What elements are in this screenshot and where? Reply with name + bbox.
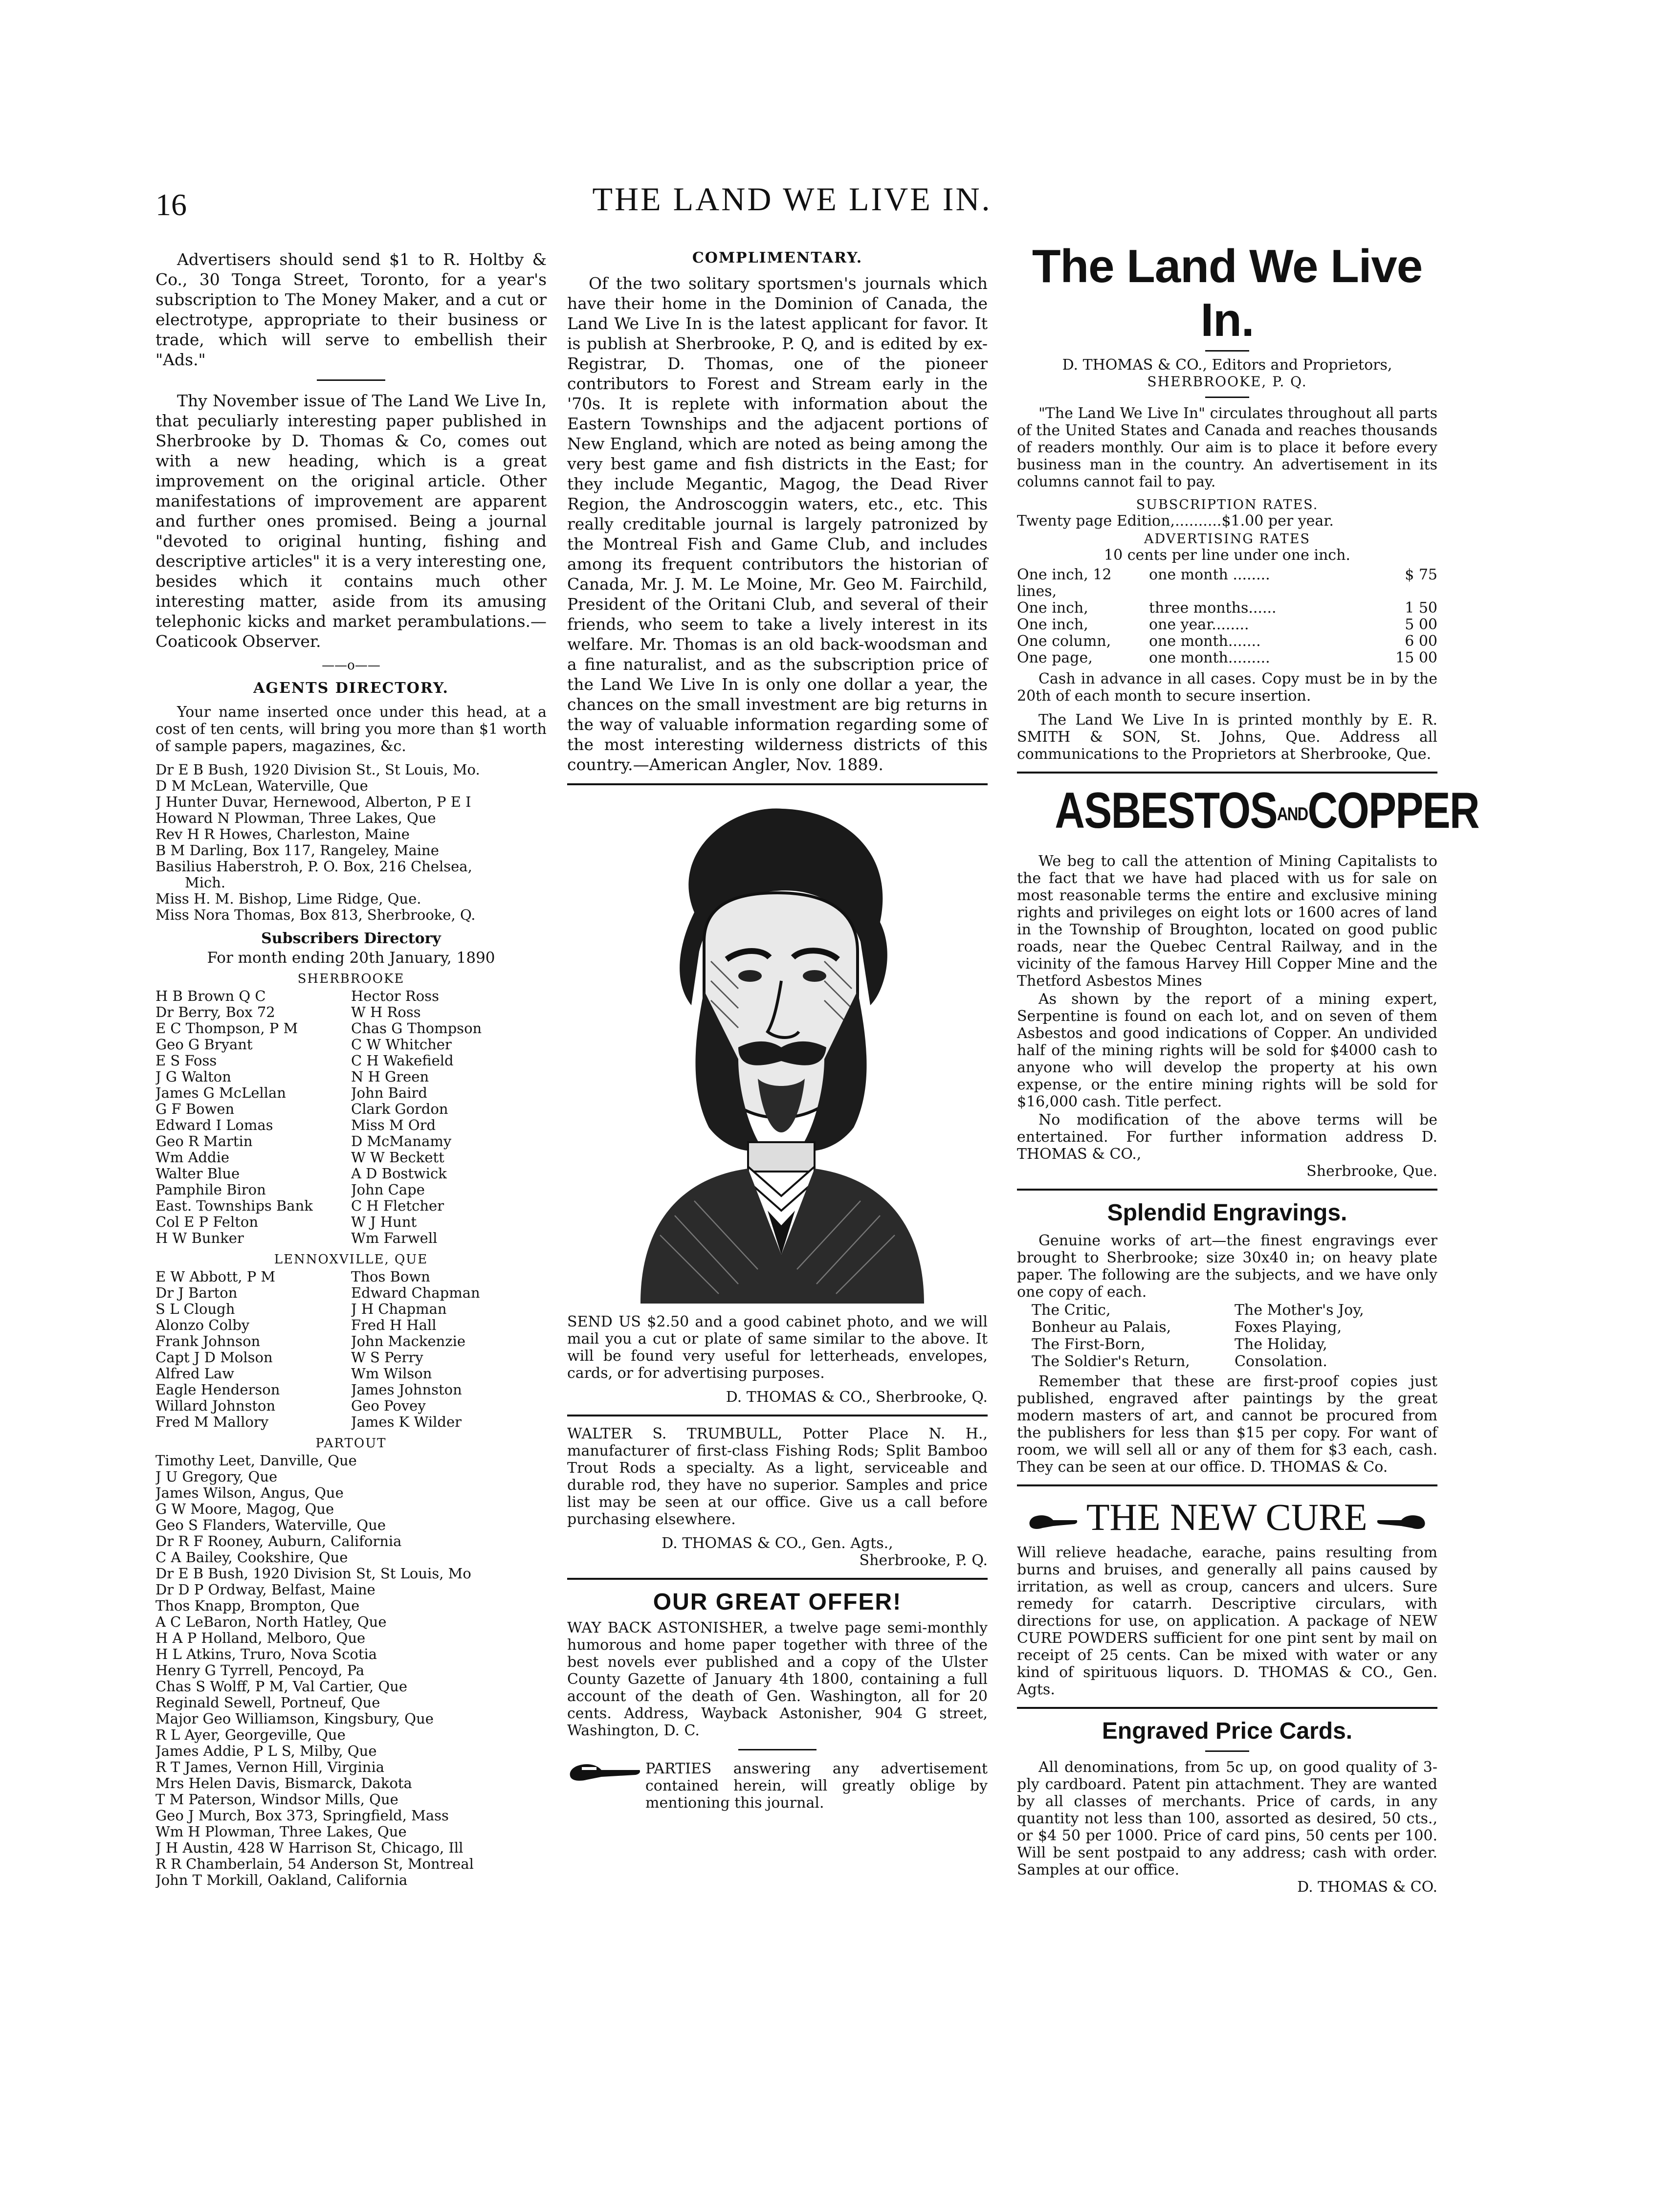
list-item: Dr J Barton <box>155 1285 238 1301</box>
list-item: Dr Berry, Box 72 <box>155 1004 275 1020</box>
list-item: J G Walton <box>155 1069 231 1085</box>
list-item: James Johnston <box>351 1382 462 1398</box>
partout-heading: PARTOUT <box>315 1436 387 1451</box>
sherbrooke-list <box>155 988 547 1246</box>
divider <box>1017 1484 1437 1486</box>
list-item: H B Brown Q C <box>155 988 266 1004</box>
lennoxville-list <box>155 1269 547 1430</box>
sherbrooke-heading: SHERBROOKE <box>297 972 405 986</box>
list-item: Geo J Murch, Box 373, Springfield, Mass <box>155 1808 449 1824</box>
list-item: Timothy Leet, Danville, Que <box>155 1453 357 1469</box>
list-item: Major Geo Williamson, Kingsbury, Que <box>155 1711 434 1727</box>
list-item: John Mackenzie <box>351 1333 466 1349</box>
list-item: The Holiday, <box>1235 1335 1327 1353</box>
rates-table <box>1017 567 1437 666</box>
list-item: Geo Povey <box>351 1398 426 1414</box>
price-cards-heading: Engraved Price Cards. <box>1102 1718 1353 1744</box>
list-item: Capt J D Molson <box>155 1349 273 1366</box>
subscribers-heading: Subscribers Directory <box>261 930 441 947</box>
coaticook-notice: Thy November issue of The Land We Live In, that peculiarly interesting paper published in Sherbrooke by D. Thomas & Co, comes out with a new heading, which is a great improvement on the original article. Other manifestations of improvement are apparent and further ones promised. Being a journal "devoted to original hunting, fishing and descriptive articles" it is a very interesting one, besides which it contains much other interesting matter, aside from its amusing telephonic kicks and market perambulations.—Coaticook Observer. <box>155 391 547 651</box>
complimentary-heading: COMPLIMENTARY. <box>692 249 863 266</box>
list-item: Chas G Thompson <box>351 1020 482 1037</box>
agents-heading: AGENTS DIRECTORY. <box>253 680 449 697</box>
lennoxville-left <box>155 1269 351 1430</box>
rate-size: One inch, <box>1017 599 1088 617</box>
parties-text: PARTIES answering any advertisement contained herein, will greatly oblige by mentioning this journal. <box>645 1760 988 1812</box>
rate-term: one month ........ <box>1149 566 1270 583</box>
price-cards-signature: D. THOMAS & CO. <box>1297 1878 1437 1896</box>
list-item: Consolation. <box>1235 1352 1327 1370</box>
asbestos-text-1: We beg to call the attention of Mining Capitalists to the fact that we have had placed with us for sale on most reasonable terms the entire and exclusive mining rights and privileges on eight lots or 1600 acres of land in the Township of Broughton, located on good public roads, near the Quebec Central Railway, and in the vicinity of the famous Harvey Hill Copper Mine and the Thetford Asbestos Mines <box>1017 852 1437 990</box>
list-item: John T Morkill, Oakland, California <box>155 1872 408 1888</box>
list-item: T M Paterson, Windsor Mills, Que <box>155 1792 398 1808</box>
list-item: Wm Wilson <box>351 1366 432 1382</box>
asbestos-copper-heading <box>1055 782 1479 843</box>
sherbrooke-right <box>351 988 547 1246</box>
engravings-right <box>1235 1302 1437 1370</box>
list-item: W W Beckett <box>351 1150 444 1166</box>
list-item: The Mother's Joy, <box>1235 1301 1364 1319</box>
list-item: Edward Chapman <box>351 1285 480 1301</box>
list-item: W H Ross <box>351 1004 421 1020</box>
copper-word: COPPER <box>1307 782 1479 839</box>
list-item: James Addie, P L S, Milby, Que <box>155 1743 377 1759</box>
rate-term: three months...... <box>1149 599 1277 617</box>
complimentary-text: Of the two solitary sportsmen's journals which have their home in the Dominion of Canada, the Land We Live In is the latest applicant for favor. It is publish at Sherbrooke, P. Q, and is edited by ex-Registrar, D. Thomas, one of the pioneer contributors to Forest and Stream early in the '70s. It is replete with information about the Eastern Townships and the adjacent portions of New England, which are noted as being among the very best game and fish districts in the East; for they include Megantic, Magog, the Dead River Region, the Androscoggin waters, etc., etc. This really creditable journal is largely patronized by the Montreal Fish and Game Club, and includes among its frequent contributors the historian of Canada, Mr. J. M. Le Moine, Mr. Geo M. Fairchild, President of the Oritani Club, and several of their friends, who seem to take a lively interest in its welfare. Mr. Thomas is an old back-woodsman and a fine naturalist, and as the subscription price of the Land We Live In is only one dollar a year, the chances on the small investment are big returns in the way of valuable information regarding some of the most interesting wilderness districts of this country.—American Angler, Nov. 1889. <box>567 274 988 774</box>
divider <box>567 1578 988 1580</box>
list-item: Eagle Henderson <box>155 1382 280 1398</box>
list-item: Chas S Wolff, P M, Val Cartier, Que <box>155 1679 408 1695</box>
list-item: H L Atkins, Truro, Nova Scotia <box>155 1646 377 1662</box>
list-item: Dr D P Ordway, Belfast, Maine <box>155 1582 375 1598</box>
list-item: Walter Blue <box>155 1166 240 1182</box>
table-row <box>1017 600 1437 617</box>
price-cards-text: All denominations, from 5c up, on good quality of 3-ply cardboard. Patent pin attachment. They are wanted by all classes of merchants. Price of cards, in any quantity not less than 100, assorted as desired, 50 cts., or $4 50 per 1000. Price of card pins, 50 cents per 100. Will be sent postpaid to any address; cash with order. Samples at our office. <box>1017 1758 1437 1879</box>
rate-size: One page, <box>1017 649 1093 666</box>
list-item: R L Ayer, Georgeville, Que <box>155 1727 346 1743</box>
list-item: Bonheur au Palais, <box>1032 1318 1171 1336</box>
list-item: James G McLellan <box>155 1085 286 1101</box>
list-item: Reginald Sewell, Portneuf, Que <box>155 1695 380 1711</box>
list-item: Edward I Lomas <box>155 1117 273 1133</box>
list-item: E C Thompson, P M <box>155 1020 298 1037</box>
page-number: 16 <box>155 187 187 222</box>
list-item: Fred M Mallory <box>155 1414 269 1430</box>
rate-term: one year........ <box>1149 616 1249 633</box>
divider <box>317 379 385 381</box>
asbestos-signature: Sherbrooke, Que. <box>1306 1162 1437 1180</box>
pointing-hand-icon <box>567 1760 640 1783</box>
editors-city: SHERBROOKE, P. Q. <box>1147 374 1307 390</box>
advertising-rates-sub: 10 cents per line under one inch. <box>1104 547 1350 564</box>
table-row <box>1017 633 1437 650</box>
list-item: Miss Nora Thomas, Box 813, Sherbrooke, Q. <box>155 907 476 923</box>
list-item: James Wilson, Angus, Que <box>155 1485 344 1501</box>
list-item: Miss M Ord <box>351 1117 436 1133</box>
subscribers-subheading: For month ending 20th January, 1890 <box>207 949 495 967</box>
cash-notice: Cash in advance in all cases. Copy must be in by the 20th of each month to secure insertion. <box>1017 670 1437 705</box>
list-item: D McManamy <box>351 1133 452 1150</box>
rate-term: one month....... <box>1149 633 1261 650</box>
list-item: Dr E B Bush, 1920 Division St, St Louis, Mo <box>155 1566 471 1582</box>
column-left <box>155 249 547 1888</box>
engravings-text-2: Remember that these are first-proof copies just published, engraved after paintings by the great modern masters of art, and cannot be procured from the publishers for less than $15 per copy. For want of room, we will sell all or any of them for $3 each, cash. They can be seen at our office. D. THOMAS & Co. <box>1017 1372 1437 1476</box>
masthead: The Land We Live In. <box>1032 240 1423 346</box>
list-item: Henry G Tyrrell, Pencoyd, Pa <box>155 1662 365 1679</box>
great-offer-heading: OUR GREAT OFFER! <box>653 1589 902 1615</box>
trumbull-signature-1: D. THOMAS & CO., Gen. Agts., <box>662 1535 893 1552</box>
list-item: D M McLean, Waterville, Que <box>155 778 368 794</box>
engravings-heading: Splendid Engravings. <box>1107 1199 1347 1226</box>
holtby-notice: Advertisers should send $1 to R. Holtby & Co., 30 Tonga Street, Toronto, for a year's subscription to The Money Maker, and a cut or electrotype, appropriate to their business or trade, which will serve to embellish their "Ads." <box>155 250 547 369</box>
pointing-hand-icon <box>1029 1511 1078 1531</box>
list-item: Geo R Martin <box>155 1133 253 1150</box>
list-item: N H Green <box>351 1069 429 1085</box>
engravings-subjects <box>1017 1302 1437 1370</box>
rate-size: One column, <box>1017 633 1111 650</box>
pointing-hand-icon <box>1377 1511 1426 1531</box>
list-item: Foxes Playing, <box>1235 1318 1342 1336</box>
rate-price: 6 00 <box>1405 633 1437 650</box>
list-item: J Hunter Duvar, Hernewood, Alberton, P E I <box>155 794 471 810</box>
list-item: R R Chamberlain, 54 Anderson St, Montreal <box>155 1856 474 1872</box>
new-cure-title: THE NEW CURE <box>1086 1495 1368 1538</box>
list-item: C H Wakefield <box>351 1053 454 1069</box>
list-item: J U Gregory, Que <box>155 1469 278 1485</box>
asbestos-word: ASBESTOS <box>1055 782 1277 839</box>
divider <box>1205 397 1249 398</box>
engravings-left <box>1032 1302 1235 1370</box>
list-item: Geo S Flanders, Waterville, Que <box>155 1517 386 1533</box>
subscription-rates-heading: SUBSCRIPTION RATES. <box>1136 497 1319 512</box>
new-cure-text: Will relieve headache, earache, pains resulting from burns and bruises, and generally all pains caused by irritation, as well as croup, cancers and ulcers. Sure remedy for catarrh. Descriptive circulars, with directions for use, on application. A package of NEW CURE POWDERS sufficient for one pint sent by mail on receipt of 25 cents. Can be mixed with water or any kind of spirituous liquors. D. THOMAS & CO., Gen. Agts. <box>1017 1544 1437 1698</box>
trumbull-ad: WALTER S. TRUMBULL, Potter Place N. H., manufacturer of first-class Fishing Rods; Split Bamboo Trout Rods a specialty. As a light, serviceable and durable rod, they have no superior. Samples and price list may be seen at our office. Give us a call before purchasing elsewhere. <box>567 1425 988 1528</box>
divider <box>1205 350 1249 352</box>
list-item: James K Wilder <box>351 1414 462 1430</box>
rate-price: 15 00 <box>1395 649 1437 666</box>
asbestos-text-3: No modification of the above terms will be entertained. For further information address D. THOMAS & CO., <box>1017 1111 1437 1163</box>
subscription-rates: Twenty page Edition,..........$1.00 per year. <box>1017 512 1334 530</box>
list-item: Wm H Plowman, Three Lakes, Que <box>155 1824 407 1840</box>
list-item: A D Bostwick <box>351 1166 447 1182</box>
list-item: S L Clough <box>155 1301 235 1317</box>
lennoxville-heading: LENNOXVILLE, QUE <box>274 1252 428 1267</box>
engravings-text-1: Genuine works of art—the finest engravings ever brought to Sherbrooke; size 30x40 in; on heavy plate paper. The following are the subjects, and we have only one copy of each. <box>1017 1232 1437 1301</box>
divider <box>1017 1189 1437 1191</box>
list-item: R T James, Vernon Hill, Virginia <box>155 1759 385 1775</box>
list-item: W S Perry <box>351 1349 423 1366</box>
list-item: A C LeBaron, North Hatley, Que <box>155 1614 387 1630</box>
list-item: Willard Johnston <box>155 1398 276 1414</box>
list-item: East. Townships Bank <box>155 1198 313 1214</box>
list-item: John Baird <box>351 1085 427 1101</box>
list-item: Col E P Felton <box>155 1214 259 1230</box>
list-item: G F Bowen <box>155 1101 235 1117</box>
circulation-text: "The Land We Live In" circulates throughout all parts of the United States and Canada and reaches thousands of readers monthly. Our aim is to place it before every business man in the country. An advertisement in its columns cannot fail to pay. <box>1017 405 1437 490</box>
divider <box>1017 772 1437 774</box>
table-row <box>1017 567 1437 600</box>
list-item: Thos Knapp, Brompton, Que <box>155 1598 360 1614</box>
list-item: H W Bunker <box>155 1230 244 1246</box>
list-item: C A Bailey, Cookshire, Que <box>155 1549 348 1566</box>
column-right <box>1017 240 1479 1896</box>
partout-list <box>155 1453 547 1888</box>
list-item: Dr R F Rooney, Auburn, California <box>155 1533 402 1549</box>
agents-list <box>155 762 547 923</box>
asbestos-text-2: As shown by the report of a mining expert, Serpentine is found on each lot, and on seven of them Asbestos and good indications of Copper. An undivided half of the mining rights will be sold for $4000 cash to anyone who will develop the property at his own expense, or the entire mining rights will be sold for $16,000 cash. Title perfect. <box>1017 990 1437 1110</box>
list-item: Geo G Bryant <box>155 1037 253 1053</box>
list-item: Thos Bown <box>351 1269 430 1285</box>
table-row <box>1017 650 1437 666</box>
list-item: Howard N Plowman, Three Lakes, Que <box>155 810 436 826</box>
list-item: J H Chapman <box>351 1301 447 1317</box>
sherbrooke-left <box>155 988 351 1246</box>
great-offer-text: WAY BACK ASTONISHER, a twelve page semi-monthly humorous and home paper together with three of the best novels ever published and a copy of the Ulster County Gazette of January 4th 1800, containing a full account of the death of Gen. Washington, all for 20 cents. Address, Wayback Astonisher, 904 G street, Washington, D. C. <box>567 1619 988 1739</box>
send-us-ad: SEND US $2.50 and a good cabinet photo, and we will mail you a cut or plate of same similar to the above. It will be found very useful for letterheads, envelopes, cards, or for advertising purposes. <box>567 1313 988 1382</box>
running-title: THE LAND WE LIVE IN. <box>592 180 992 218</box>
rate-price: 1 50 <box>1405 599 1437 617</box>
list-item: Dr E B Bush, 1920 Division St., St Louis, Mo. <box>155 762 480 778</box>
list-item: Frank Johnson <box>155 1333 261 1349</box>
divider <box>567 1415 988 1416</box>
list-item: Miss H. M. Bishop, Lime Ridge, Que. <box>155 891 421 907</box>
rate-size: One inch, 12 lines, <box>1017 566 1112 600</box>
list-item: The First-Born, <box>1032 1335 1146 1353</box>
divider <box>738 1749 816 1750</box>
editors-line: D. THOMAS & CO., Editors and Proprietors, <box>1062 356 1392 374</box>
list-item: The Soldier's Return, <box>1032 1352 1190 1370</box>
rate-size: One inch, <box>1017 616 1088 633</box>
rate-term: one month......... <box>1149 649 1270 666</box>
list-item: Fred H Hall <box>351 1317 437 1333</box>
list-item: Rev H R Howes, Charleston, Maine <box>155 826 410 842</box>
portrait-engraving <box>601 795 953 1304</box>
list-item: Alonzo Colby <box>155 1317 250 1333</box>
agents-intro: Your name inserted once under this head, at a cost of ten cents, will bring you more than $1 worth of sample papers, magazines, &c. <box>155 704 547 755</box>
list-item: Clark Gordon <box>351 1101 448 1117</box>
divider <box>567 783 988 785</box>
rate-price: 5 00 <box>1405 616 1437 633</box>
list-item: E S Foss <box>155 1053 217 1069</box>
list-item: J H Austin, 428 W Harrison St, Chicago, Ill <box>155 1840 463 1856</box>
separator: ——o—— <box>322 658 380 673</box>
list-item: H A P Holland, Melboro, Que <box>155 1630 366 1646</box>
list-item: Alfred Law <box>155 1366 235 1382</box>
parties-notice <box>567 1760 988 1818</box>
column-middle <box>567 249 988 1818</box>
list-item: Basilius Haberstroh, P. O. Box, 216 Chelsea, <box>155 859 472 875</box>
advertising-rates-heading: ADVERTISING RATES <box>1144 531 1310 547</box>
send-us-signature: D. THOMAS & CO., Sherbrooke, Q. <box>726 1389 988 1406</box>
divider <box>1205 1750 1249 1752</box>
list-item: B M Darling, Box 117, Rangeley, Maine <box>155 842 439 859</box>
list-item: Pamphile Biron <box>155 1182 266 1198</box>
list-item: W J Hunt <box>351 1214 417 1230</box>
list-item: Mich. <box>185 875 226 891</box>
rate-price: $ 75 <box>1405 566 1437 583</box>
list-item: Wm Farwell <box>351 1230 438 1246</box>
list-item: G W Moore, Magog, Que <box>155 1501 334 1517</box>
list-item: Hector Ross <box>351 988 439 1004</box>
printer-notice: The Land We Live In is printed monthly by E. R. SMITH & SON, St. Johns, Que. Address all communications to the Proprietors at Sherbrooke, Que. <box>1017 711 1437 763</box>
list-item: C W Whitcher <box>351 1037 452 1053</box>
list-item: C H Fletcher <box>351 1198 444 1214</box>
table-row <box>1017 617 1437 633</box>
list-item: John Cape <box>351 1182 425 1198</box>
list-item: Mrs Helen Davis, Bismarck, Dakota <box>155 1775 412 1792</box>
trumbull-signature-2: Sherbrooke, P. Q. <box>859 1552 988 1569</box>
new-cure-heading <box>1017 1495 1437 1539</box>
lennoxville-right <box>351 1269 547 1430</box>
list-item: The Critic, <box>1032 1301 1111 1319</box>
list-item: E W Abbott, P M <box>155 1269 276 1285</box>
and-word: AND <box>1277 804 1308 825</box>
list-item: Wm Addie <box>155 1150 230 1166</box>
divider <box>1017 1707 1437 1709</box>
